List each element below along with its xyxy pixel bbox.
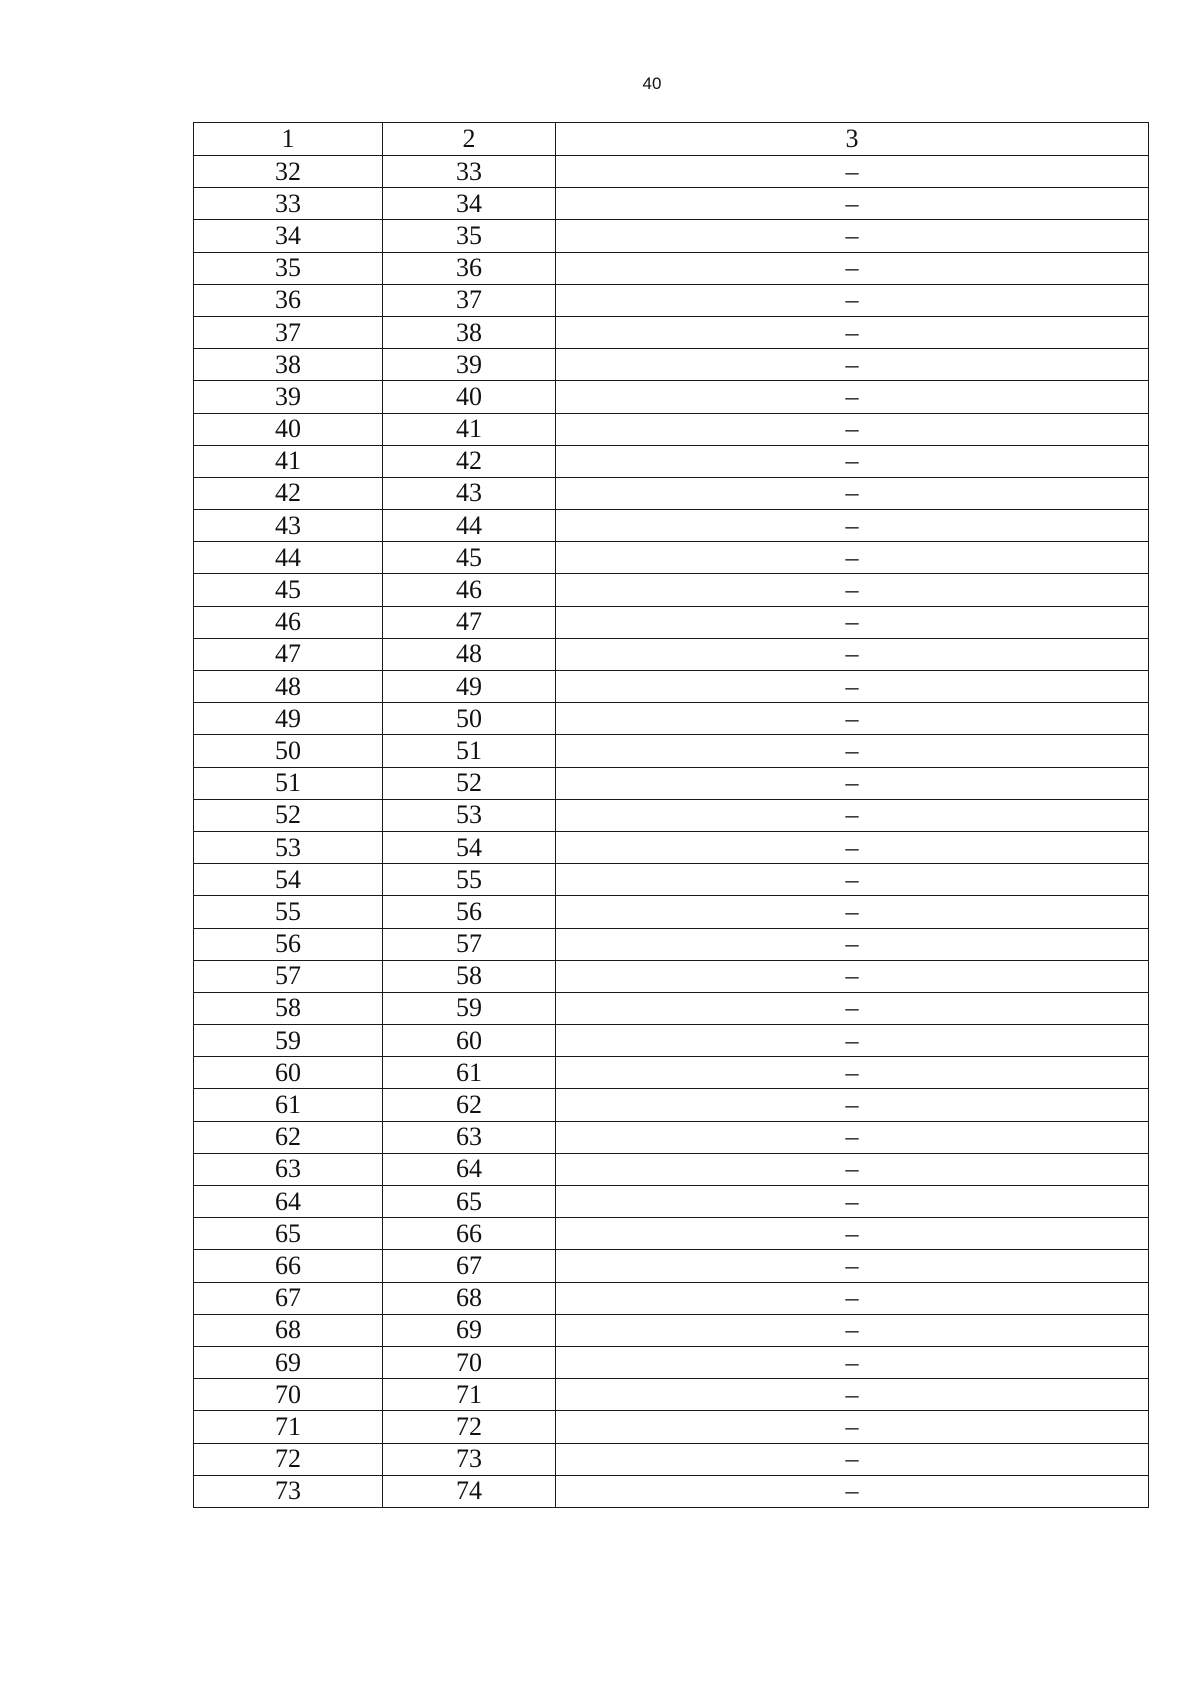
table-row (194, 864, 1149, 896)
table-cell-col-1: 35 (194, 252, 383, 284)
table-body (194, 123, 1149, 1508)
table-cell-col-1: 48 (194, 671, 383, 703)
table-row (194, 960, 1149, 992)
table-row (194, 1282, 1149, 1314)
table-cell-col-2: 52 (383, 767, 556, 799)
table-cell-col-2: 58 (383, 960, 556, 992)
table-cell-col-1: 56 (194, 928, 383, 960)
table-cell-col-1: 38 (194, 349, 383, 381)
table-cell-col-2: 67 (383, 1250, 556, 1282)
table-cell-col-3: – (556, 1186, 1149, 1218)
table-cell-col-1: 37 (194, 316, 383, 348)
table-cell-col-1: 39 (194, 381, 383, 413)
table-cell-col-3: – (556, 1250, 1149, 1282)
table-header-row (194, 123, 1149, 156)
table-cell-col-3: – (556, 992, 1149, 1024)
table-row (194, 542, 1149, 574)
table-cell-col-3: – (556, 1379, 1149, 1411)
table-cell-col-1: 32 (194, 156, 383, 188)
table-row (194, 316, 1149, 348)
table-cell-col-2: 59 (383, 992, 556, 1024)
column-header-1: 1 (194, 123, 383, 156)
table-cell-col-3: – (556, 1443, 1149, 1475)
table-row (194, 1153, 1149, 1185)
table-cell-col-2: 65 (383, 1186, 556, 1218)
table-cell-col-2: 72 (383, 1411, 556, 1443)
table-cell-col-3: – (556, 1314, 1149, 1346)
table-cell-col-2: 37 (383, 284, 556, 316)
table-cell-col-1: 52 (194, 799, 383, 831)
table-cell-col-2: 41 (383, 413, 556, 445)
table-cell-col-3: – (556, 1282, 1149, 1314)
table-cell-col-1: 73 (194, 1475, 383, 1507)
table-cell-col-1: 63 (194, 1153, 383, 1185)
table-cell-col-1: 68 (194, 1314, 383, 1346)
table-row (194, 1089, 1149, 1121)
table-cell-col-2: 44 (383, 510, 556, 542)
table-cell-col-2: 60 (383, 1025, 556, 1057)
table-cell-col-3: – (556, 1153, 1149, 1185)
table-cell-col-3: – (556, 349, 1149, 381)
table-row (194, 477, 1149, 509)
table-cell-col-2: 42 (383, 445, 556, 477)
table-cell-col-1: 41 (194, 445, 383, 477)
table-cell-col-1: 61 (194, 1089, 383, 1121)
table-row (194, 1025, 1149, 1057)
table-row (194, 574, 1149, 606)
table-row (194, 1379, 1149, 1411)
table-cell-col-2: 47 (383, 606, 556, 638)
table-cell-col-1: 72 (194, 1443, 383, 1475)
table-cell-col-1: 33 (194, 188, 383, 220)
table-cell-col-3: – (556, 1089, 1149, 1121)
table-cell-col-3: – (556, 1218, 1149, 1250)
table-row (194, 188, 1149, 220)
table-cell-col-3: – (556, 767, 1149, 799)
table-cell-col-1: 70 (194, 1379, 383, 1411)
table-row (194, 413, 1149, 445)
table-cell-col-3: – (556, 960, 1149, 992)
table-cell-col-3: – (556, 413, 1149, 445)
table-cell-col-3: – (556, 477, 1149, 509)
table-row (194, 1411, 1149, 1443)
table-cell-col-2: 54 (383, 831, 556, 863)
table-cell-col-1: 36 (194, 284, 383, 316)
table-cell-col-2: 35 (383, 220, 556, 252)
table-cell-col-2: 48 (383, 638, 556, 670)
table-row (194, 1121, 1149, 1153)
table-cell-col-2: 40 (383, 381, 556, 413)
table-cell-col-1: 46 (194, 606, 383, 638)
table-cell-col-2: 36 (383, 252, 556, 284)
table-cell-col-1: 49 (194, 703, 383, 735)
table-cell-col-3: – (556, 1346, 1149, 1378)
table-cell-col-3: – (556, 574, 1149, 606)
table-cell-col-2: 50 (383, 703, 556, 735)
table-cell-col-2: 66 (383, 1218, 556, 1250)
table-cell-col-1: 42 (194, 477, 383, 509)
table-row (194, 767, 1149, 799)
table-cell-col-1: 69 (194, 1346, 383, 1378)
table-cell-col-3: – (556, 638, 1149, 670)
table-cell-col-3: – (556, 316, 1149, 348)
table-cell-col-2: 51 (383, 735, 556, 767)
table-cell-col-1: 62 (194, 1121, 383, 1153)
table-row (194, 220, 1149, 252)
table-row (194, 896, 1149, 928)
table-cell-col-1: 50 (194, 735, 383, 767)
table-cell-col-2: 73 (383, 1443, 556, 1475)
table-row (194, 381, 1149, 413)
table-cell-col-1: 44 (194, 542, 383, 574)
table-cell-col-3: – (556, 606, 1149, 638)
table-cell-col-2: 64 (383, 1153, 556, 1185)
table-row (194, 1186, 1149, 1218)
table-cell-col-2: 43 (383, 477, 556, 509)
table-cell-col-2: 34 (383, 188, 556, 220)
table-cell-col-2: 70 (383, 1346, 556, 1378)
table-cell-col-1: 71 (194, 1411, 383, 1443)
table-row (194, 349, 1149, 381)
table-cell-col-2: 33 (383, 156, 556, 188)
table-row (194, 156, 1149, 188)
table-cell-col-3: – (556, 445, 1149, 477)
table-cell-col-1: 64 (194, 1186, 383, 1218)
table-cell-col-3: – (556, 864, 1149, 896)
table-cell-col-2: 49 (383, 671, 556, 703)
table-cell-col-3: – (556, 252, 1149, 284)
table-cell-col-2: 68 (383, 1282, 556, 1314)
table-cell-col-3: – (556, 1057, 1149, 1089)
table-cell-col-3: – (556, 188, 1149, 220)
table-row (194, 1346, 1149, 1378)
table-cell-col-1: 54 (194, 864, 383, 896)
column-header-2: 2 (383, 123, 556, 156)
table-row (194, 1057, 1149, 1089)
table-cell-col-1: 51 (194, 767, 383, 799)
table-cell-col-3: – (556, 671, 1149, 703)
table-cell-col-1: 47 (194, 638, 383, 670)
table-row (194, 284, 1149, 316)
table-cell-col-1: 67 (194, 1282, 383, 1314)
table-cell-col-2: 53 (383, 799, 556, 831)
table-cell-col-2: 46 (383, 574, 556, 606)
table-cell-col-2: 69 (383, 1314, 556, 1346)
table-cell-col-3: – (556, 1411, 1149, 1443)
table-row (194, 992, 1149, 1024)
table-cell-col-1: 53 (194, 831, 383, 863)
table-row (194, 252, 1149, 284)
table-cell-col-3: – (556, 1121, 1149, 1153)
page-number: 40 (642, 74, 662, 93)
table-cell-col-3: – (556, 156, 1149, 188)
table-row (194, 1218, 1149, 1250)
table-row (194, 735, 1149, 767)
table-cell-col-1: 58 (194, 992, 383, 1024)
table-cell-col-3: – (556, 799, 1149, 831)
table-row (194, 671, 1149, 703)
table-cell-col-1: 57 (194, 960, 383, 992)
table-cell-col-2: 71 (383, 1379, 556, 1411)
table-row (194, 445, 1149, 477)
table-row (194, 1250, 1149, 1282)
table-cell-col-2: 38 (383, 316, 556, 348)
table-row (194, 928, 1149, 960)
table-cell-col-1: 60 (194, 1057, 383, 1089)
table-cell-col-3: – (556, 703, 1149, 735)
table-cell-col-2: 55 (383, 864, 556, 896)
table-row (194, 638, 1149, 670)
table-cell-col-3: – (556, 1475, 1149, 1507)
table-row (194, 703, 1149, 735)
table-cell-col-3: – (556, 896, 1149, 928)
table-cell-col-3: – (556, 831, 1149, 863)
table-row (194, 1443, 1149, 1475)
table-cell-col-2: 61 (383, 1057, 556, 1089)
table-cell-col-1: 34 (194, 220, 383, 252)
table-cell-col-1: 66 (194, 1250, 383, 1282)
table-cell-col-3: – (556, 381, 1149, 413)
table-row (194, 510, 1149, 542)
table-cell-col-2: 45 (383, 542, 556, 574)
table-cell-col-3: – (556, 928, 1149, 960)
table-cell-col-1: 45 (194, 574, 383, 606)
column-header-3: 3 (556, 123, 1149, 156)
table-row (194, 1475, 1149, 1507)
table-cell-col-1: 55 (194, 896, 383, 928)
table-cell-col-3: – (556, 510, 1149, 542)
table-cell-col-2: 57 (383, 928, 556, 960)
table-cell-col-2: 39 (383, 349, 556, 381)
table-cell-col-1: 65 (194, 1218, 383, 1250)
table-row (194, 606, 1149, 638)
table-cell-col-2: 62 (383, 1089, 556, 1121)
table-row (194, 831, 1149, 863)
table-cell-col-1: 40 (194, 413, 383, 445)
table-cell-col-3: – (556, 735, 1149, 767)
table-cell-col-2: 56 (383, 896, 556, 928)
data-table (193, 122, 1149, 1508)
table-cell-col-2: 74 (383, 1475, 556, 1507)
table-cell-col-3: – (556, 1025, 1149, 1057)
table-cell-col-1: 43 (194, 510, 383, 542)
table-row (194, 1314, 1149, 1346)
table-row (194, 799, 1149, 831)
table-cell-col-3: – (556, 220, 1149, 252)
table-cell-col-1: 59 (194, 1025, 383, 1057)
table-cell-col-2: 63 (383, 1121, 556, 1153)
table-cell-col-3: – (556, 284, 1149, 316)
table-cell-col-3: – (556, 542, 1149, 574)
